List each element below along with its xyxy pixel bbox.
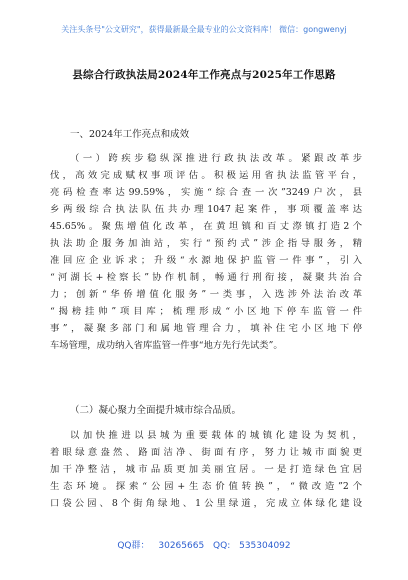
paragraph-line: （一）跨疾步稳纵深推进行政执法改革。紧跟改革步 <box>70 153 362 164</box>
paragraph-line: 事”，凝聚多部门和属地管理合力，填补住宅小区地下停 <box>50 323 362 334</box>
paragraph-line: 执法助企服务加油站，实行“预约式”涉企指导服务，精 <box>50 238 362 249</box>
section-heading: 一、2024年工作亮点和成效 <box>70 129 190 140</box>
paragraph-line: 伐，高效完成赋权事项评估。积极运用省执法监管平台， <box>50 170 362 181</box>
paragraph-line: 加干净整洁，城市品质更加美丽宜居。一是打造绿色宜居 <box>50 464 362 475</box>
sub-heading: （二）凝心聚力全面提升城市综合品质。 <box>70 405 242 416</box>
paragraph-1 <box>50 150 362 354</box>
paragraph-line: 车场管理，成功纳入省库监管一件事“地方先行先试类”。 <box>50 340 283 351</box>
paragraph-line: 亮码检查率达99.59%，实施“综合查一次”3249户次，县 <box>50 187 362 198</box>
paragraph-line: 以加快推进以县城为重要载体的城镇化建设为契机， <box>70 430 362 441</box>
paragraph-line: 准回应企业诉求；升级“水源地保护监管一件事”，引入 <box>50 255 362 266</box>
header-banner: 关注头条号"公文研究"，获得最新最全最专业的公文资料库！ 微信：gongwenyj <box>61 25 347 34</box>
footer-banner: QQ群： 30265665 QQ: 535304092 <box>117 541 291 551</box>
paragraph-line: “揭榜挂帅”项目库；梳理形成“小区地下停车监管一件 <box>50 306 362 317</box>
paragraph-line: 45.65%。聚焦增值化改革，在黄坦镇和百丈漈镇打造2个 <box>50 221 362 232</box>
paragraph-line: 生态环境。探索“公园+生态价值转换”，“微改造”2个 <box>50 481 362 492</box>
document-title: 县综合行政执法局2024年工作亮点与2025年工作思路 <box>72 69 336 81</box>
paragraph-2 <box>50 427 362 512</box>
paragraph-line: 着眼绿意盎然、路面洁净、街面有序，努力让城市面貌更 <box>50 447 362 458</box>
paragraph-line: 乡两级综合执法队伍共办理1047起案件，事项覆盖率达 <box>50 204 362 215</box>
paragraph-line: 口袋公园、8个街角绿地、1公里绿道，完成立体绿化建设 <box>50 498 362 509</box>
paragraph-line: “河湖长+检察长”协作机制，畅通行刑衔接，凝聚共治合 <box>50 272 362 283</box>
paragraph-line: 力；创新“华侨增值化服务”一类事，入选涉外法治改革 <box>50 289 362 300</box>
